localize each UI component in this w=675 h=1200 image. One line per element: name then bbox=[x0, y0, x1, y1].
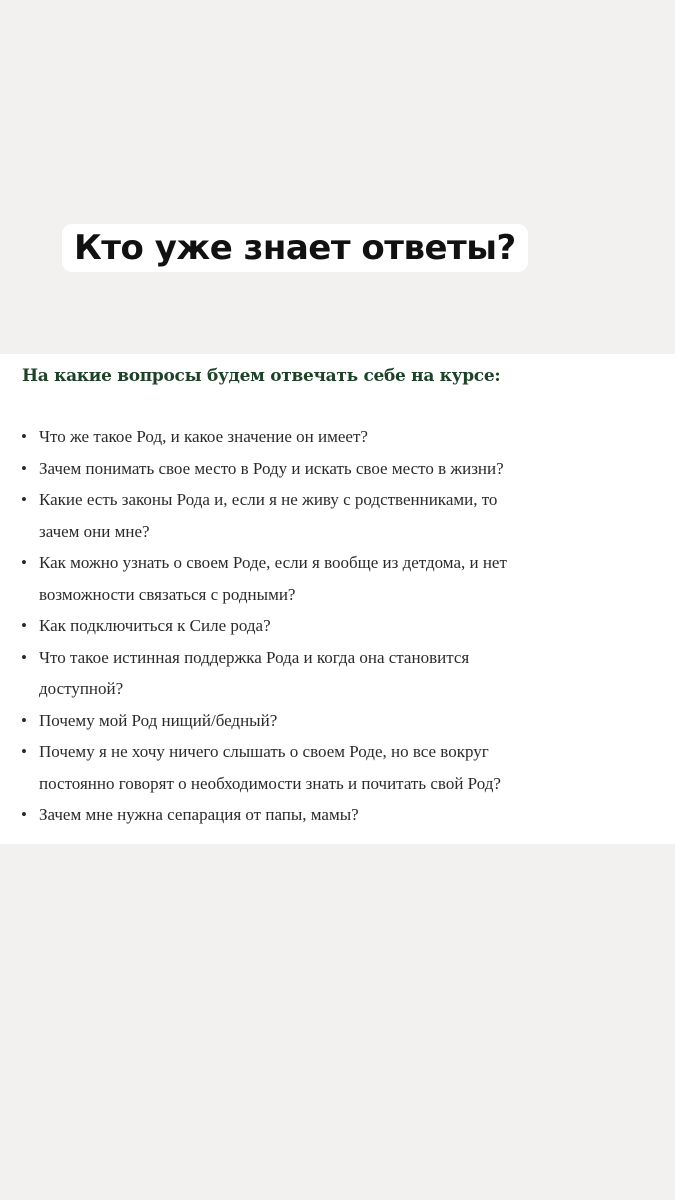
bullet-icon: • bbox=[21, 742, 27, 761]
story-caption: Кто уже знает ответы? bbox=[62, 224, 528, 272]
bullet-icon: • bbox=[21, 490, 27, 509]
question-item bbox=[0, 799, 675, 831]
bullet-icon: • bbox=[21, 647, 27, 667]
bullet-icon: • bbox=[21, 458, 27, 478]
bullet-icon: • bbox=[21, 805, 27, 824]
question-text: Зачем мне нужна сепарация от папы, мамы? bbox=[39, 805, 359, 824]
question-text: Почему мой Род нищий/бедный? bbox=[39, 710, 278, 730]
question-item bbox=[0, 547, 675, 610]
question-text: постоянно говорят о необходимости знать и почитать свой Род? bbox=[39, 773, 501, 793]
question-item bbox=[0, 610, 675, 642]
question-text: Что же такое Род, и какое значение он имеет? bbox=[39, 427, 368, 446]
bullet-icon: • bbox=[21, 616, 27, 635]
question-item bbox=[0, 705, 675, 737]
question-item bbox=[0, 421, 675, 453]
question-item bbox=[0, 736, 675, 799]
question-text: доступной? bbox=[39, 679, 124, 698]
question-text: зачем они мне? bbox=[39, 521, 150, 541]
question-item bbox=[0, 453, 675, 485]
course-questions-card bbox=[0, 354, 675, 844]
bullet-icon: • bbox=[21, 710, 27, 730]
question-list bbox=[0, 421, 675, 831]
question-item bbox=[0, 642, 675, 705]
bullet-icon: • bbox=[21, 427, 27, 446]
question-item bbox=[0, 484, 675, 547]
card-heading: На какие вопросы будем отвечать себе на курсе: bbox=[22, 366, 501, 386]
question-text: Какие есть законы Рода и, если я не живу с родственниками, то bbox=[39, 490, 498, 509]
question-text: возможности связаться с родными? bbox=[39, 584, 296, 604]
question-text: Почему я не хочу ничего слышать о своем Роде, но все вокруг bbox=[39, 742, 489, 761]
question-text: Как можно узнать о своем Роде, если я вообще из детдома, и нет bbox=[39, 553, 507, 572]
question-text: Как подключиться к Силе рода? bbox=[39, 616, 271, 635]
question-text: Что такое истинная поддержка Рода и когда она становится bbox=[39, 647, 470, 667]
question-text: Зачем понимать свое место в Роду и искать свое место в жизни? bbox=[39, 458, 504, 478]
bullet-icon: • bbox=[21, 553, 27, 572]
